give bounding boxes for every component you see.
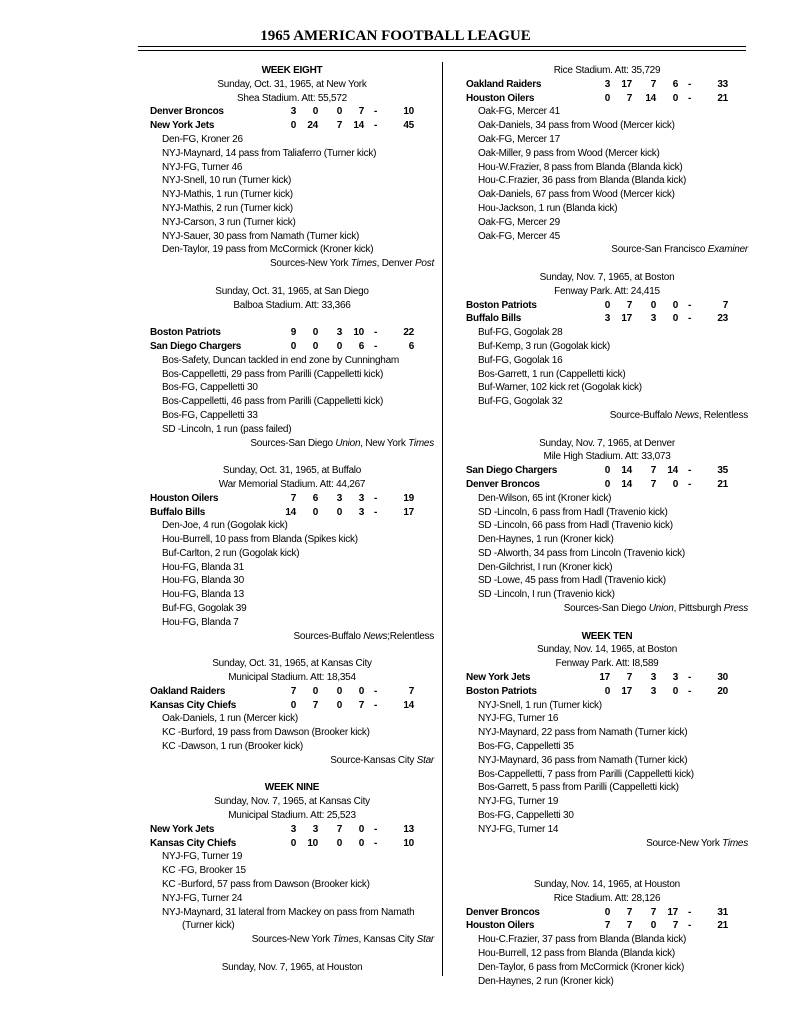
game-info: Municipal Stadium. Att: 25,523 [228, 810, 356, 822]
score-dash: - [374, 837, 378, 849]
final-score: 20 [717, 685, 728, 697]
quarter-score: 7 [336, 823, 342, 835]
quarter-score: 0 [336, 506, 342, 518]
scoring-play: Hou-FG, Blanda 13 [162, 589, 244, 601]
team-score-row [466, 906, 748, 920]
team-score-row [466, 685, 748, 699]
scoring-play: NYJ-FG, Turner 46 [162, 161, 243, 173]
quarter-score: 0 [604, 685, 610, 697]
team-name: Houston Oilers [150, 492, 219, 504]
scoring-play: Hou-Burrell, 12 pass from Blanda (Blanda kick) [478, 948, 675, 959]
quarter-score: 10 [353, 327, 364, 339]
quarter-score: 3 [672, 672, 678, 684]
score-dash: - [688, 78, 692, 90]
quarter-score: 0 [604, 478, 610, 490]
spacer [150, 450, 434, 464]
quarter-score: 7 [626, 920, 632, 932]
game-info: Sunday, Oct. 31, 1965, at San Diego [215, 285, 369, 297]
left-column [150, 64, 434, 975]
quarter-score: 0 [650, 920, 656, 932]
game-info: Shea Stadium. Att: 55,572 [237, 92, 347, 104]
spacer [466, 864, 748, 878]
source-citation: Source-Buffalo News, Relentless [609, 409, 748, 421]
scoring-play: Bos-FG, Cappelletti 35 [478, 741, 574, 753]
game-info: Sunday, Oct. 31, 1965, at Kansas City [212, 658, 372, 670]
team-score-row [466, 312, 748, 326]
team-score-row [150, 506, 434, 520]
team-score-row [150, 699, 434, 713]
team-name: Kansas City Chiefs [150, 837, 237, 849]
spacer [466, 257, 748, 271]
score-dash: - [374, 327, 378, 339]
quarter-score: 17 [621, 78, 632, 90]
scoring-play: SD -Lincoln, 66 pass from Hadl (Travenio kick) [478, 520, 673, 532]
final-score: 35 [717, 465, 728, 477]
spacer [150, 643, 434, 657]
quarter-score: 0 [336, 685, 342, 697]
quarter-score: 0 [336, 837, 342, 849]
quarter-score: 3 [650, 672, 656, 684]
team-name: Buffalo Bills [466, 313, 522, 325]
quarter-score: 17 [621, 313, 632, 325]
quarter-score: 6 [358, 340, 364, 352]
team-score-row [150, 105, 434, 119]
team-score-row [150, 119, 434, 133]
quarter-score: 7 [290, 492, 296, 504]
team-score-row [466, 919, 748, 933]
scoring-play: Bos-FG, Cappelletti 30 [478, 810, 574, 822]
score-dash: - [688, 313, 692, 325]
score-dash: - [374, 685, 378, 697]
scoring-play: Bos-Safety, Duncan tackled in end zone by Cunningham [162, 354, 399, 366]
final-score: 7 [408, 685, 414, 697]
quarter-score: 7 [626, 906, 632, 918]
score-dash: - [688, 906, 692, 918]
score-dash: - [688, 465, 692, 477]
scoring-play: Buf-Warner, 102 kick ret (Gogolak kick) [478, 382, 642, 394]
scoring-play: Buf-FG, Gogolak 16 [478, 354, 563, 366]
team-name: New York Jets [466, 672, 531, 684]
scoring-play: Oak-Daniels, 1 run (Mercer kick) [162, 713, 298, 725]
scoring-play: Den-Joe, 4 run (Gogolak kick) [162, 520, 288, 532]
quarter-score: 7 [626, 299, 632, 311]
team-score-row [466, 92, 748, 106]
scoring-play: Bos-Cappelletti, 7 pass from Parilli (Cappelletti kick) [478, 768, 694, 780]
quarter-score: 3 [358, 506, 364, 518]
source-citation: Sources-San Diego Union, Pittsburgh Press [563, 603, 748, 615]
scoring-play: Den-FG, Kroner 26 [162, 133, 243, 145]
source-citation: Sources-New York Times, Kansas City Star [251, 934, 434, 946]
quarter-score: 0 [604, 299, 610, 311]
team-score-row [466, 78, 748, 92]
scoring-play: Hou-FG, Blanda 31 [162, 561, 244, 573]
scoring-play: Den-Haynes, 2 run (Kroner kick) [478, 975, 614, 987]
week-heading: WEEK NINE [264, 782, 320, 794]
score-dash: - [374, 340, 378, 352]
quarter-score: 0 [312, 106, 318, 118]
right-column [466, 64, 748, 988]
team-score-row [466, 671, 748, 685]
scoring-play: Buf-Kemp, 3 run (Gogolak kick) [478, 340, 610, 352]
source-citation: Source-Kansas City Star [330, 754, 434, 766]
scoring-play: Oak-FG, Mercer 45 [478, 230, 560, 242]
scoring-play: SD -Lincoln, 1 run (pass failed) [162, 423, 292, 435]
quarter-score: 7 [604, 920, 610, 932]
scoring-play: KC -Burford, 19 pass from Dawson (Brooker kick) [162, 727, 370, 739]
scoring-play: Den-Haynes, 1 run (Kroner kick) [478, 534, 614, 546]
scoring-play: SD -Lincoln, 6 pass from Hadl (Travenio kick) [478, 506, 668, 518]
score-dash: - [688, 672, 692, 684]
quarter-score: 0 [312, 340, 318, 352]
quarter-score: 14 [645, 92, 656, 104]
scoring-play: Den-Gilchrist, I run (Kroner kick) [478, 561, 613, 573]
game-info: Balboa Stadium. Att: 33,366 [233, 299, 351, 311]
scoring-play: NYJ-Snell, 10 run (Turner kick) [162, 175, 292, 187]
scoring-play: Oak-FG, Mercer 41 [478, 106, 560, 118]
team-name: Oakland Raiders [466, 78, 542, 90]
scoring-play: NYJ-Mathis, 2 run (Turner kick) [162, 202, 293, 214]
score-dash: - [688, 92, 692, 104]
quarter-score: 7 [626, 92, 632, 104]
scoring-play: KC -Dawson, 1 run (Brooker kick) [162, 741, 303, 753]
final-score: 14 [403, 699, 414, 711]
scoring-play: Oak-Miller, 9 pass from Wood (Mercer kick) [478, 147, 660, 159]
final-score: 23 [717, 313, 728, 325]
quarter-score: 7 [336, 120, 342, 132]
quarter-score: 9 [290, 327, 296, 339]
quarter-score: 0 [604, 906, 610, 918]
score-dash: - [688, 299, 692, 311]
scoring-play: Hou-Burrell, 10 pass from Blanda (Spikes kick) [162, 534, 358, 546]
quarter-score: 17 [599, 672, 610, 684]
final-score: 6 [408, 340, 414, 352]
scoring-play: Bos-FG, Cappelletti 33 [162, 409, 258, 421]
scoring-play: Bos-Garrett, 5 pass from Parilli (Cappelletti kick) [478, 782, 679, 794]
quarter-score: 0 [672, 478, 678, 490]
quarter-score: 3 [336, 327, 342, 339]
scoring-play: Den-Taylor, 19 pass from McCormick (Kroner kick) [162, 244, 374, 256]
final-score: 31 [717, 906, 728, 918]
team-name: Houston Oilers [466, 920, 535, 932]
scoring-play: Hou-C.Frazier, 36 pass from Blanda (Blanda kick) [478, 175, 687, 187]
column-divider [442, 62, 443, 976]
quarter-score: 0 [604, 465, 610, 477]
scoring-play: Oak-Daniels, 67 pass from Wood (Mercer kick) [478, 189, 675, 201]
scoring-play: KC -FG, Brooker 15 [162, 865, 246, 877]
scoring-play: NYJ-FG, Turner 19 [162, 851, 243, 863]
quarter-score: 3 [312, 823, 318, 835]
scoring-play: SD -Alworth, 34 pass from Lincoln (Travenio kick) [478, 547, 685, 559]
scoring-play: NYJ-Maynard, 22 pass from Namath (Turner kick) [478, 727, 688, 739]
spacer [150, 768, 434, 782]
quarter-score: 6 [312, 492, 318, 504]
team-score-row [150, 340, 434, 354]
final-score: 19 [403, 492, 414, 504]
scoring-play: Bos-Cappelletti, 46 pass from Parilli (Cappelletti kick) [162, 396, 384, 408]
game-info: Sunday, Nov. 7, 1965, at Boston [539, 271, 675, 283]
final-score: 33 [717, 78, 728, 90]
team-score-row [466, 478, 748, 492]
week-heading: WEEK EIGHT [261, 65, 323, 76]
game-info: Sunday, Nov. 7, 1965, at Denver [539, 437, 675, 449]
team-score-row [150, 326, 434, 340]
quarter-score: 0 [290, 120, 296, 132]
quarter-score: 0 [336, 106, 342, 118]
scoring-play: Hou-Jackson, 1 run (Blanda kick) [478, 202, 618, 214]
game-info: War Memorial Stadium. Att: 44,267 [218, 478, 366, 490]
quarter-score: 0 [312, 327, 318, 339]
quarter-score: 24 [307, 120, 318, 132]
scoring-play: NYJ-Sauer, 30 pass from Namath (Turner kick) [162, 230, 360, 242]
team-score-row [150, 837, 434, 851]
scoring-play: Buf-FG, Gogolak 32 [478, 396, 563, 408]
final-score: 21 [717, 920, 728, 932]
team-name: Kansas City Chiefs [150, 699, 237, 711]
scoring-play: NYJ-FG, Turner 24 [162, 892, 243, 904]
quarter-score: 3 [604, 78, 610, 90]
scoring-play-continued: (Turner kick) [182, 920, 235, 932]
score-dash: - [374, 506, 378, 518]
team-name: Buffalo Bills [150, 506, 206, 518]
spacer [466, 616, 748, 630]
score-dash: - [688, 685, 692, 697]
quarter-score: 0 [290, 699, 296, 711]
quarter-score: 0 [358, 837, 364, 849]
spacer [150, 312, 434, 326]
scoring-play: Den-Wilson, 65 int (Kroner kick) [478, 492, 612, 504]
final-score: 30 [717, 672, 728, 684]
final-score: 13 [403, 823, 414, 835]
scoring-play: Hou-FG, Blanda 30 [162, 575, 244, 587]
scoring-play: SD -Lowe, 45 pass from Hadl (Travenio kick) [478, 575, 666, 587]
quarter-score: 17 [621, 685, 632, 697]
team-score-row [466, 464, 748, 478]
source-citation: Sources-New York Times, Denver Post [269, 258, 434, 270]
team-name: New York Jets [150, 823, 215, 835]
quarter-score: 3 [650, 313, 656, 325]
game-info: Sunday, Nov. 7, 1965, at Kansas City [214, 796, 370, 808]
quarter-score: 3 [604, 313, 610, 325]
score-dash: - [688, 920, 692, 932]
quarter-score: 0 [672, 92, 678, 104]
quarter-score: 0 [672, 685, 678, 697]
scoring-play: SD -Lincoln, I run (Travenio kick) [478, 589, 615, 601]
quarter-score: 7 [672, 920, 678, 932]
scoring-play: NYJ-FG, Turner 14 [478, 823, 559, 835]
scoring-play: NYJ-FG, Turner 19 [478, 796, 559, 808]
scoring-play: Oak-FG, Mercer 17 [478, 133, 560, 145]
quarter-score: 6 [672, 78, 678, 90]
scoring-play: NYJ-Maynard, 14 pass from Taliaferro (Turner kick) [162, 147, 377, 159]
quarter-score: 14 [621, 478, 632, 490]
title-rule-top [138, 46, 746, 47]
team-name: Boston Patriots [150, 327, 221, 339]
team-name: Boston Patriots [466, 299, 537, 311]
team-name: Houston Oilers [466, 92, 535, 104]
team-score-row [150, 685, 434, 699]
quarter-score: 3 [358, 492, 364, 504]
quarter-score: 10 [307, 837, 318, 849]
quarter-score: 3 [650, 685, 656, 697]
team-name: San Diego Chargers [466, 465, 558, 477]
final-score: 22 [403, 327, 414, 339]
game-info: Municipal Stadium. Att: 18,354 [228, 672, 356, 684]
team-name: San Diego Chargers [150, 340, 242, 352]
scoring-play: Hou-C.Frazier, 37 pass from Blanda (Blanda kick) [478, 934, 687, 946]
team-name: New York Jets [150, 120, 215, 132]
quarter-score: 7 [650, 78, 656, 90]
game-info: Sunday, Nov. 14, 1965, at Boston [536, 644, 678, 656]
quarter-score: 0 [604, 92, 610, 104]
week-heading: WEEK TEN [581, 630, 633, 642]
quarter-score: 14 [667, 465, 678, 477]
quarter-score: 3 [290, 823, 296, 835]
spacer [466, 423, 748, 437]
quarter-score: 0 [672, 299, 678, 311]
game-info: Rice Stadium. Att: 28,126 [553, 892, 661, 904]
scoring-play: Hou-W.Frazier, 8 pass from Blanda (Blanda kick) [478, 161, 683, 173]
scoring-play: Bos-Garrett, 1 run (Cappelletti kick) [478, 368, 626, 380]
scoring-play: NYJ-FG, Turner 16 [478, 713, 559, 725]
scoring-play: Bos-FG, Cappelletti 30 [162, 382, 258, 394]
source-citation: Sources-San Diego Union, New York Times [250, 437, 434, 449]
scoring-play: NYJ-Carson, 3 run (Turner kick) [162, 216, 296, 228]
quarter-score: 7 [290, 685, 296, 697]
scoring-play: KC -Burford, 57 pass from Dawson (Brooker kick) [162, 879, 370, 891]
team-name: Denver Broncos [150, 106, 224, 118]
scoring-play: NYJ-Maynard, 31 lateral from Mackey on pass from Namath [162, 906, 415, 918]
source-citation: Source-San Francisco Examiner [611, 244, 748, 256]
score-dash: - [374, 120, 378, 132]
quarter-score: 7 [650, 465, 656, 477]
final-score: 7 [722, 299, 728, 311]
game-info: Fenway Park. Att: 24,415 [554, 285, 660, 297]
game-info: Rice Stadium. Att: 35,729 [553, 65, 661, 76]
game-info: Fenway Park. Att: I8,589 [555, 658, 659, 670]
score-dash: - [688, 478, 692, 490]
scoring-play: Buf-FG, Gogolak 39 [162, 603, 247, 615]
quarter-score: 0 [336, 699, 342, 711]
game-info: Sunday, Oct. 31, 1965, at New York [217, 78, 367, 90]
final-score: 45 [403, 120, 414, 132]
team-score-row [466, 299, 748, 313]
score-dash: - [374, 699, 378, 711]
quarter-score: 7 [650, 906, 656, 918]
quarter-score: 0 [650, 299, 656, 311]
quarter-score: 0 [336, 340, 342, 352]
spacer [150, 947, 434, 961]
quarter-score: 14 [353, 120, 364, 132]
quarter-score: 0 [312, 685, 318, 697]
spacer [150, 271, 434, 285]
quarter-score: 0 [358, 685, 364, 697]
quarter-score: 7 [312, 699, 318, 711]
final-score: 10 [403, 837, 414, 849]
game-info: Sunday, Nov. 7, 1965, at Houston [221, 961, 363, 973]
quarter-score: 7 [358, 699, 364, 711]
scoring-play: NYJ-Snell, 1 run (Turner kick) [478, 699, 602, 711]
game-info: Sunday, Oct. 31, 1965, at Buffalo [222, 465, 362, 477]
game-info: Sunday, Nov. 14, 1965, at Houston [534, 879, 680, 891]
source-citation: Source-New York Times [646, 837, 748, 849]
quarter-score: 3 [336, 492, 342, 504]
quarter-score: 7 [650, 478, 656, 490]
scoring-play: Den-Taylor, 6 pass from McCormick (Kroner kick) [478, 961, 685, 973]
quarter-score: 7 [626, 672, 632, 684]
quarter-score: 0 [290, 340, 296, 352]
source-citation: Sources-Buffalo News;Relentless [293, 630, 434, 642]
team-name: Denver Broncos [466, 906, 540, 918]
quarter-score: 14 [285, 506, 296, 518]
score-dash: - [374, 106, 378, 118]
scoring-play: Buf-Carlton, 2 run (Gogolak kick) [162, 547, 300, 559]
game-info: Mile High Stadium. Att: 33,073 [543, 451, 671, 463]
quarter-score: 0 [358, 823, 364, 835]
quarter-score: 7 [358, 106, 364, 118]
scoring-play: Oak-Daniels, 34 pass from Wood (Mercer kick) [478, 120, 675, 132]
team-name: Boston Patriots [466, 685, 537, 697]
final-score: 21 [717, 92, 728, 104]
quarter-score: 3 [290, 106, 296, 118]
scoring-play: NYJ-Mathis, 1 run (Turner kick) [162, 189, 293, 201]
final-score: 10 [403, 106, 414, 118]
scoring-play: Bos-Cappelletti, 29 pass from Parilli (Cappelletti kick) [162, 368, 384, 380]
quarter-score: 0 [290, 837, 296, 849]
final-score: 21 [717, 478, 728, 490]
page-title: 1965 AMERICAN FOOTBALL LEAGUE [260, 28, 531, 44]
scoring-play: Oak-FG, Mercer 29 [478, 216, 560, 228]
team-score-row [150, 823, 434, 837]
quarter-score: 14 [621, 465, 632, 477]
scoring-play: NYJ-Maynard, 36 pass from Namath (Turner kick) [478, 754, 688, 766]
team-name: Denver Broncos [466, 478, 540, 490]
title-rule-bottom [138, 50, 746, 51]
score-dash: - [374, 823, 378, 835]
quarter-score: 0 [312, 506, 318, 518]
team-score-row [150, 492, 434, 506]
spacer [466, 850, 748, 864]
final-score: 17 [403, 506, 414, 518]
quarter-score: 0 [672, 313, 678, 325]
scoring-play: Buf-FG, Gogolak 28 [478, 327, 563, 339]
scoring-play: Hou-FG, Blanda 7 [162, 616, 239, 628]
quarter-score: 17 [667, 906, 678, 918]
team-name: Oakland Raiders [150, 685, 226, 697]
score-dash: - [374, 492, 378, 504]
